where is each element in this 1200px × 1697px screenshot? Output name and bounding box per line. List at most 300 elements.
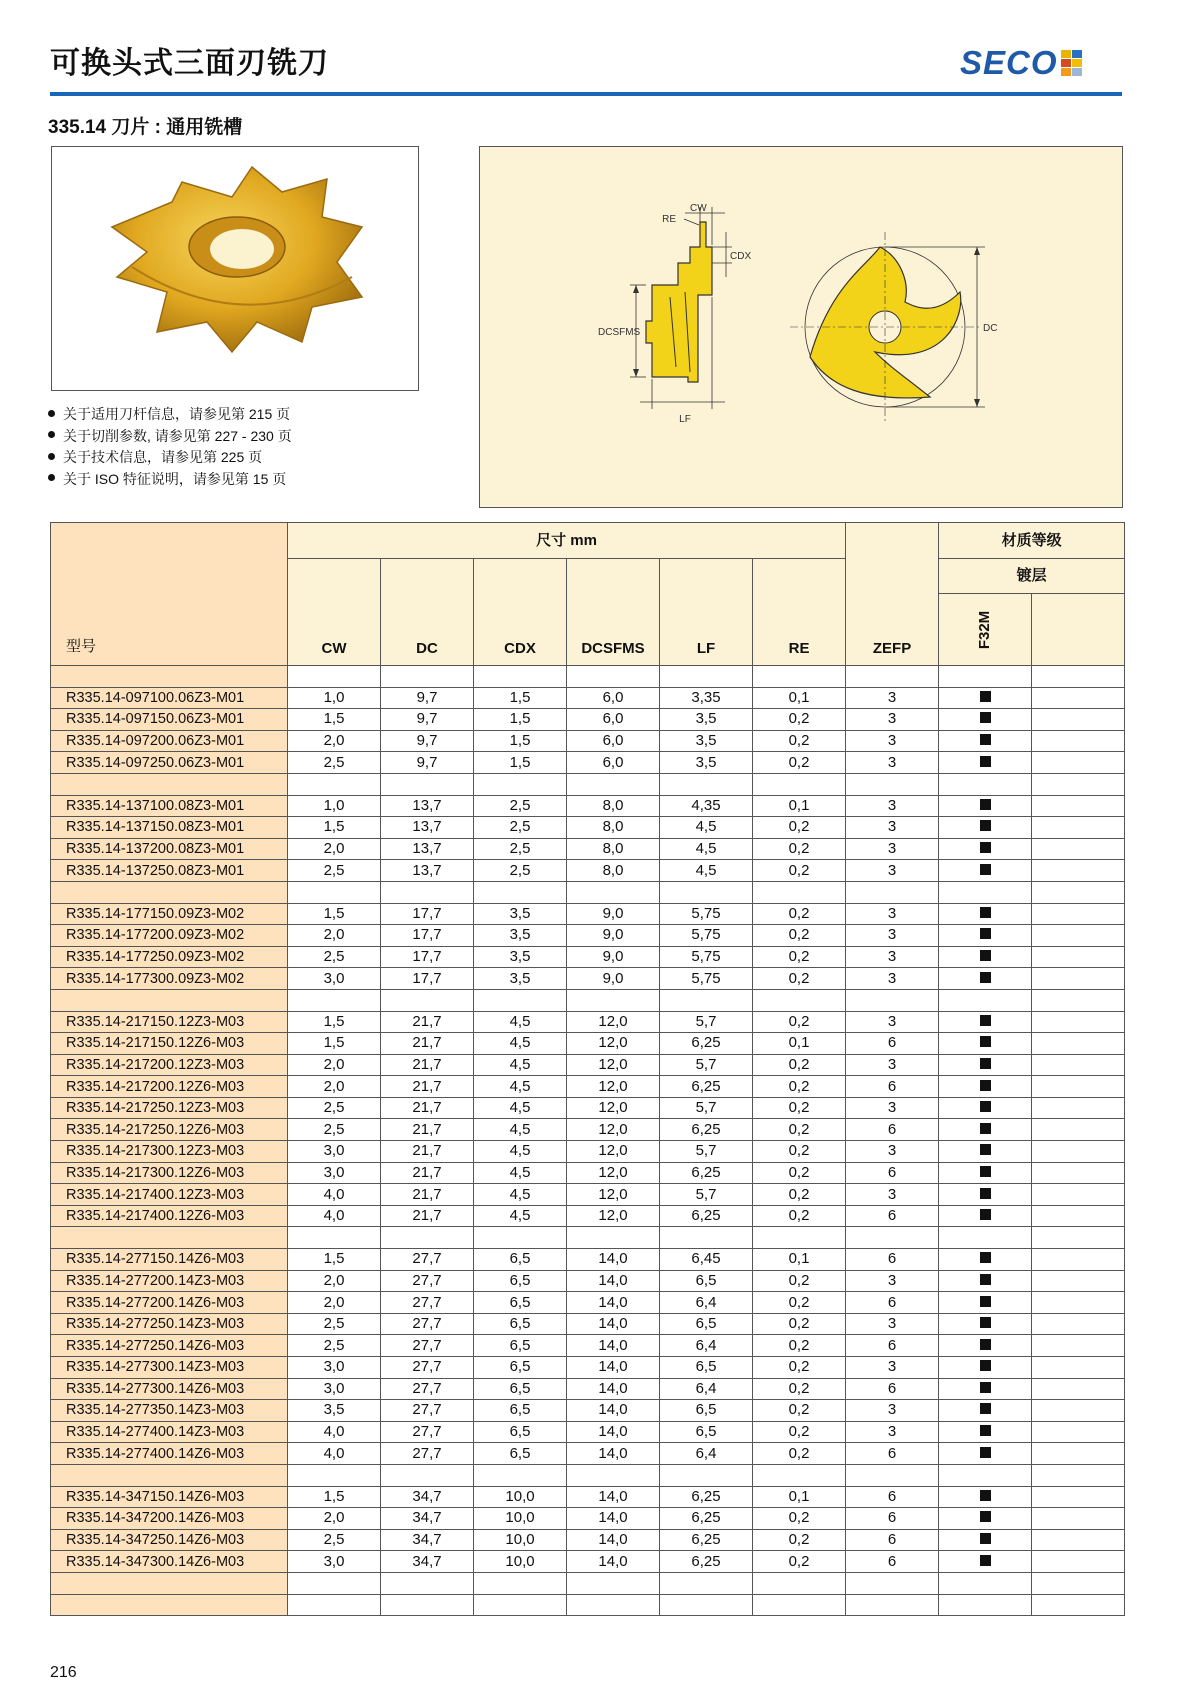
dcsfms-cell: 12,0 — [567, 1205, 660, 1227]
spacer-cell — [753, 773, 846, 795]
model-cell: R335.14-097100.06Z3-M01 — [51, 687, 288, 709]
table-row — [51, 687, 1125, 709]
grade-empty-cell — [1032, 860, 1125, 882]
available-square-icon — [980, 1123, 991, 1134]
table-row — [51, 1054, 1125, 1076]
spacer-cell — [567, 1227, 660, 1249]
product-photo — [51, 146, 419, 391]
re-cell: 0,2 — [753, 903, 846, 925]
cdx-cell: 3,5 — [474, 946, 567, 968]
spacer-cell — [660, 1227, 753, 1249]
re-cell: 0,1 — [753, 795, 846, 817]
cw-cell: 3,0 — [288, 1378, 381, 1400]
dc-cell: 27,7 — [381, 1443, 474, 1465]
dcsfms-cell: 14,0 — [567, 1486, 660, 1508]
cw-cell: 4,0 — [288, 1443, 381, 1465]
model-cell: R335.14-217250.12Z3-M03 — [51, 1097, 288, 1119]
cw-cell: 2,5 — [288, 1313, 381, 1335]
spacer-cell — [753, 1594, 846, 1616]
table-row — [51, 1378, 1125, 1400]
dcsfms-cell: 9,0 — [567, 903, 660, 925]
spacer-cell — [381, 1572, 474, 1594]
spacer-cell — [846, 773, 939, 795]
spacer-cell — [567, 881, 660, 903]
re-cell: 0,2 — [753, 860, 846, 882]
dc-cell: 13,7 — [381, 860, 474, 882]
cdx-cell: 3,5 — [474, 925, 567, 947]
header-coating: 镀层 — [939, 559, 1125, 594]
grade-f32m-cell — [939, 903, 1032, 925]
dcsfms-cell: 12,0 — [567, 1097, 660, 1119]
lf-cell: 6,5 — [660, 1357, 753, 1379]
table-row — [51, 903, 1125, 925]
available-square-icon — [980, 1080, 991, 1091]
dcsfms-cell: 12,0 — [567, 1076, 660, 1098]
available-square-icon — [980, 734, 991, 745]
grade-empty-cell — [1032, 1292, 1125, 1314]
lf-cell: 4,5 — [660, 860, 753, 882]
spacer-cell — [660, 1594, 753, 1616]
dcsfms-cell: 6,0 — [567, 687, 660, 709]
dcsfms-cell: 8,0 — [567, 860, 660, 882]
dcsfms-cell: 12,0 — [567, 1119, 660, 1141]
cw-cell: 2,5 — [288, 860, 381, 882]
re-cell: 0,2 — [753, 1421, 846, 1443]
model-cell: R335.14-217300.12Z6-M03 — [51, 1162, 288, 1184]
spacer-cell — [939, 666, 1032, 688]
cw-cell: 2,5 — [288, 752, 381, 774]
available-square-icon — [980, 1144, 991, 1155]
spacer-row — [51, 881, 1125, 903]
re-cell: 0,2 — [753, 1076, 846, 1098]
cdx-cell: 4,5 — [474, 1162, 567, 1184]
lf-cell: 6,25 — [660, 1033, 753, 1055]
spacer-cell — [1032, 1227, 1125, 1249]
re-cell: 0,2 — [753, 925, 846, 947]
spacer-cell — [288, 1594, 381, 1616]
lf-cell: 5,7 — [660, 1054, 753, 1076]
cdx-cell: 10,0 — [474, 1508, 567, 1530]
grade-empty-cell — [1032, 1486, 1125, 1508]
cw-cell: 2,5 — [288, 1097, 381, 1119]
table-row — [51, 1357, 1125, 1379]
dcsfms-cell: 14,0 — [567, 1421, 660, 1443]
dc-cell: 21,7 — [381, 1205, 474, 1227]
available-square-icon — [980, 842, 991, 853]
re-cell: 0,2 — [753, 1508, 846, 1530]
table-row — [51, 1141, 1125, 1163]
zefp-cell: 3 — [846, 838, 939, 860]
bullet-icon — [48, 474, 55, 481]
cdx-cell: 6,5 — [474, 1400, 567, 1422]
re-cell: 0,2 — [753, 1443, 846, 1465]
spacer-cell — [846, 989, 939, 1011]
zefp-cell: 6 — [846, 1033, 939, 1055]
spacer-cell — [474, 1594, 567, 1616]
dc-cell: 34,7 — [381, 1486, 474, 1508]
re-cell: 0,2 — [753, 1378, 846, 1400]
zefp-cell: 3 — [846, 730, 939, 752]
grade-f32m-cell — [939, 1033, 1032, 1055]
table-row — [51, 1097, 1125, 1119]
grade-empty-cell — [1032, 1097, 1125, 1119]
zefp-cell: 3 — [846, 1313, 939, 1335]
dc-cell: 27,7 — [381, 1313, 474, 1335]
re-cell: 0,2 — [753, 946, 846, 968]
lf-cell: 5,75 — [660, 946, 753, 968]
model-cell: R335.14-277300.14Z3-M03 — [51, 1357, 288, 1379]
zefp-cell: 6 — [846, 1508, 939, 1530]
grade-f32m-cell — [939, 709, 1032, 731]
zefp-cell: 3 — [846, 1400, 939, 1422]
label-re: RE — [662, 214, 676, 225]
spacer-cell — [846, 1464, 939, 1486]
re-cell: 0,2 — [753, 1097, 846, 1119]
spacer-cell — [567, 1464, 660, 1486]
table-row — [51, 795, 1125, 817]
cw-cell: 2,0 — [288, 730, 381, 752]
re-cell: 0,2 — [753, 838, 846, 860]
cw-cell: 1,5 — [288, 1486, 381, 1508]
cw-cell: 2,0 — [288, 1270, 381, 1292]
dcsfms-cell: 14,0 — [567, 1529, 660, 1551]
re-cell: 0,2 — [753, 1011, 846, 1033]
dc-cell: 27,7 — [381, 1270, 474, 1292]
model-cell: R335.14-097150.06Z3-M01 — [51, 709, 288, 731]
grade-empty-cell — [1032, 1335, 1125, 1357]
dc-cell: 27,7 — [381, 1378, 474, 1400]
cw-cell: 1,5 — [288, 1011, 381, 1033]
table-row — [51, 1508, 1125, 1530]
lf-cell: 6,5 — [660, 1400, 753, 1422]
bullet-icon — [48, 431, 55, 438]
table-row — [51, 1486, 1125, 1508]
table-row — [51, 817, 1125, 839]
dcsfms-cell: 14,0 — [567, 1270, 660, 1292]
lf-cell: 5,7 — [660, 1097, 753, 1119]
dcsfms-cell: 14,0 — [567, 1249, 660, 1271]
cw-cell: 2,0 — [288, 1076, 381, 1098]
grade-f32m-cell — [939, 860, 1032, 882]
header-model: 型号 — [51, 523, 288, 666]
dc-cell: 21,7 — [381, 1011, 474, 1033]
table-row — [51, 1076, 1125, 1098]
table-row — [51, 1162, 1125, 1184]
grade-f32m-cell — [939, 1529, 1032, 1551]
spacer-cell — [381, 773, 474, 795]
cw-cell: 1,5 — [288, 709, 381, 731]
spacer-row — [51, 1594, 1125, 1616]
grade-f32m-cell — [939, 1205, 1032, 1227]
cw-cell: 4,0 — [288, 1205, 381, 1227]
spacer-cell — [1032, 1594, 1125, 1616]
note-item: 关于 ISO 特征说明，请参见第 15 页 — [48, 469, 292, 491]
model-cell: R335.14-217400.12Z3-M03 — [51, 1184, 288, 1206]
spacer-cell — [939, 1464, 1032, 1486]
available-square-icon — [980, 756, 991, 767]
cw-cell: 4,0 — [288, 1184, 381, 1206]
zefp-cell: 6 — [846, 1292, 939, 1314]
available-square-icon — [980, 1382, 991, 1393]
cdx-cell: 6,5 — [474, 1335, 567, 1357]
model-cell: R335.14-217200.12Z3-M03 — [51, 1054, 288, 1076]
dcsfms-cell: 14,0 — [567, 1357, 660, 1379]
cdx-cell: 6,5 — [474, 1313, 567, 1335]
grade-f32m-cell — [939, 1421, 1032, 1443]
cw-cell: 3,0 — [288, 968, 381, 990]
spacer-row — [51, 1572, 1125, 1594]
spacer-row — [51, 1227, 1125, 1249]
dcsfms-cell: 9,0 — [567, 946, 660, 968]
grade-f32m-cell — [939, 1119, 1032, 1141]
model-cell: R335.14-277400.14Z3-M03 — [51, 1421, 288, 1443]
grade-empty-cell — [1032, 838, 1125, 860]
lf-cell: 6,4 — [660, 1443, 753, 1465]
spacer-cell — [288, 1227, 381, 1249]
dcsfms-cell: 14,0 — [567, 1292, 660, 1314]
grade-f32m-cell — [939, 1184, 1032, 1206]
spacer-cell — [753, 666, 846, 688]
cw-cell: 2,0 — [288, 925, 381, 947]
grade-empty-cell — [1032, 1119, 1125, 1141]
model-cell: R335.14-347250.14Z6-M03 — [51, 1529, 288, 1551]
brand-name: SECO — [960, 44, 1058, 81]
available-square-icon — [980, 1252, 991, 1263]
dcsfms-cell: 9,0 — [567, 968, 660, 990]
lf-cell: 6,5 — [660, 1313, 753, 1335]
table-row — [51, 1011, 1125, 1033]
grade-empty-cell — [1032, 1184, 1125, 1206]
dcsfms-cell: 14,0 — [567, 1443, 660, 1465]
grade-empty-cell — [1032, 795, 1125, 817]
cw-cell: 1,0 — [288, 795, 381, 817]
spacer-cell — [474, 1227, 567, 1249]
dc-cell: 9,7 — [381, 752, 474, 774]
dcsfms-cell: 12,0 — [567, 1033, 660, 1055]
zefp-cell: 3 — [846, 817, 939, 839]
model-cell: R335.14-277200.14Z6-M03 — [51, 1292, 288, 1314]
zefp-cell: 3 — [846, 1184, 939, 1206]
dc-cell: 21,7 — [381, 1119, 474, 1141]
grade-empty-cell — [1032, 1033, 1125, 1055]
re-cell: 0,2 — [753, 1529, 846, 1551]
grade-empty-cell — [1032, 1054, 1125, 1076]
cdx-cell: 6,5 — [474, 1249, 567, 1271]
cw-cell: 3,0 — [288, 1141, 381, 1163]
model-cell: R335.14-277200.14Z3-M03 — [51, 1270, 288, 1292]
lf-cell: 6,4 — [660, 1292, 753, 1314]
available-square-icon — [980, 691, 991, 702]
zefp-cell: 6 — [846, 1205, 939, 1227]
dcsfms-cell: 12,0 — [567, 1162, 660, 1184]
cw-cell: 1,5 — [288, 1033, 381, 1055]
grade-f32m-cell — [939, 1378, 1032, 1400]
dc-cell: 27,7 — [381, 1249, 474, 1271]
available-square-icon — [980, 928, 991, 939]
model-cell: R335.14-217150.12Z6-M03 — [51, 1033, 288, 1055]
model-cell: R335.14-217200.12Z6-M03 — [51, 1076, 288, 1098]
available-square-icon — [980, 907, 991, 918]
header-dcsfms: DCSFMS — [567, 559, 660, 666]
grade-f32m-cell — [939, 1097, 1032, 1119]
grade-empty-cell — [1032, 687, 1125, 709]
spacer-cell — [567, 989, 660, 1011]
re-cell: 0,2 — [753, 730, 846, 752]
table-row — [51, 1443, 1125, 1465]
milling-insert-image — [52, 147, 418, 390]
spacer-cell — [474, 881, 567, 903]
spacer-cell — [381, 666, 474, 688]
cdx-cell: 2,5 — [474, 795, 567, 817]
zefp-cell: 6 — [846, 1529, 939, 1551]
table-row — [51, 1335, 1125, 1357]
spacer-cell — [381, 989, 474, 1011]
note-item: 关于技术信息，请参见第 225 页 — [48, 447, 292, 469]
spacer-cell — [939, 773, 1032, 795]
re-cell: 0,1 — [753, 1486, 846, 1508]
cw-cell: 1,5 — [288, 817, 381, 839]
available-square-icon — [980, 712, 991, 723]
spacer-cell — [288, 1572, 381, 1594]
spacer-row — [51, 989, 1125, 1011]
lf-cell: 6,25 — [660, 1076, 753, 1098]
dc-cell: 13,7 — [381, 817, 474, 839]
re-cell: 0,1 — [753, 1249, 846, 1271]
zefp-cell: 3 — [846, 1141, 939, 1163]
re-cell: 0,2 — [753, 1292, 846, 1314]
cdx-cell: 10,0 — [474, 1529, 567, 1551]
spacer-cell — [567, 773, 660, 795]
cw-cell: 2,0 — [288, 838, 381, 860]
dcsfms-cell: 8,0 — [567, 817, 660, 839]
insert-side-view — [630, 207, 732, 409]
grade-empty-cell — [1032, 1508, 1125, 1530]
dcsfms-cell: 6,0 — [567, 730, 660, 752]
re-cell: 0,2 — [753, 1054, 846, 1076]
table-row — [51, 925, 1125, 947]
dcsfms-cell: 14,0 — [567, 1335, 660, 1357]
header-dimensions: 尺寸 mm — [288, 523, 846, 559]
label-lf: LF — [679, 414, 691, 425]
grade-f32m-cell — [939, 1162, 1032, 1184]
cw-cell: 2,5 — [288, 946, 381, 968]
table-row — [51, 1529, 1125, 1551]
dcsfms-cell: 14,0 — [567, 1551, 660, 1573]
zefp-cell: 3 — [846, 1270, 939, 1292]
cdx-cell: 6,5 — [474, 1443, 567, 1465]
available-square-icon — [980, 1339, 991, 1350]
grade-empty-cell — [1032, 709, 1125, 731]
re-cell: 0,2 — [753, 752, 846, 774]
spacer-cell — [753, 881, 846, 903]
grade-empty-cell — [1032, 1205, 1125, 1227]
spacer-cell — [660, 1464, 753, 1486]
spacer-cell — [846, 1594, 939, 1616]
spacer-row — [51, 666, 1125, 688]
cw-cell: 1,5 — [288, 903, 381, 925]
available-square-icon — [980, 1274, 991, 1285]
re-cell: 0,2 — [753, 968, 846, 990]
cw-cell: 3,0 — [288, 1162, 381, 1184]
spacer-cell — [51, 1227, 288, 1249]
dcsfms-cell: 14,0 — [567, 1378, 660, 1400]
insert-front-view — [790, 232, 985, 422]
model-cell: R335.14-217250.12Z6-M03 — [51, 1119, 288, 1141]
dc-cell: 13,7 — [381, 795, 474, 817]
header-material-grade: 材质等级 — [939, 523, 1125, 559]
spacer-cell — [846, 666, 939, 688]
table-row — [51, 1421, 1125, 1443]
seco-logo — [960, 46, 1083, 80]
lf-cell: 3,5 — [660, 730, 753, 752]
model-cell: R335.14-277150.14Z6-M03 — [51, 1249, 288, 1271]
notes-list — [48, 404, 292, 490]
spacer-cell — [288, 773, 381, 795]
section-subtitle: 335.14 刀片 : 通用铣槽 — [48, 117, 243, 138]
cdx-cell: 6,5 — [474, 1357, 567, 1379]
spacer-cell — [753, 1227, 846, 1249]
model-cell: R335.14-347200.14Z6-M03 — [51, 1508, 288, 1530]
lf-cell: 6,4 — [660, 1335, 753, 1357]
available-square-icon — [980, 1188, 991, 1199]
available-square-icon — [980, 1209, 991, 1220]
available-square-icon — [980, 1036, 991, 1047]
lf-cell: 5,7 — [660, 1184, 753, 1206]
spacer-cell — [51, 1594, 288, 1616]
spacer-cell — [939, 989, 1032, 1011]
zefp-cell: 3 — [846, 1097, 939, 1119]
re-cell: 0,2 — [753, 1400, 846, 1422]
model-cell: R335.14-177300.09Z3-M02 — [51, 968, 288, 990]
spacer-cell — [846, 1227, 939, 1249]
zefp-cell: 6 — [846, 1119, 939, 1141]
dc-cell: 21,7 — [381, 1162, 474, 1184]
spacer-cell — [288, 989, 381, 1011]
model-cell: R335.14-277300.14Z6-M03 — [51, 1378, 288, 1400]
available-square-icon — [980, 950, 991, 961]
spacer-cell — [288, 881, 381, 903]
dc-cell: 34,7 — [381, 1529, 474, 1551]
available-square-icon — [980, 820, 991, 831]
spacer-cell — [567, 1572, 660, 1594]
grade-f32m-cell — [939, 968, 1032, 990]
dc-cell: 27,7 — [381, 1357, 474, 1379]
spacer-cell — [660, 1572, 753, 1594]
zefp-cell: 3 — [846, 860, 939, 882]
model-cell: R335.14-217300.12Z3-M03 — [51, 1141, 288, 1163]
label-cw: CW — [690, 203, 707, 214]
re-cell: 0,2 — [753, 709, 846, 731]
grade-f32m-cell — [939, 1249, 1032, 1271]
lf-cell: 6,25 — [660, 1529, 753, 1551]
model-cell: R335.14-277250.14Z6-M03 — [51, 1335, 288, 1357]
cw-cell: 2,0 — [288, 1508, 381, 1530]
available-square-icon — [980, 1296, 991, 1307]
grade-f32m-cell — [939, 1011, 1032, 1033]
spacer-cell — [939, 1572, 1032, 1594]
grade-f32m-cell — [939, 1141, 1032, 1163]
header-grade-f32m: F32M — [939, 594, 1032, 666]
lf-cell: 6,5 — [660, 1270, 753, 1292]
grade-f32m-cell — [939, 1335, 1032, 1357]
available-square-icon — [980, 972, 991, 983]
label-cdx: CDX — [730, 251, 752, 262]
model-cell: R335.14-137250.08Z3-M01 — [51, 860, 288, 882]
spacer-cell — [846, 1572, 939, 1594]
lf-cell: 5,75 — [660, 903, 753, 925]
lf-cell: 5,75 — [660, 925, 753, 947]
spacer-cell — [939, 881, 1032, 903]
